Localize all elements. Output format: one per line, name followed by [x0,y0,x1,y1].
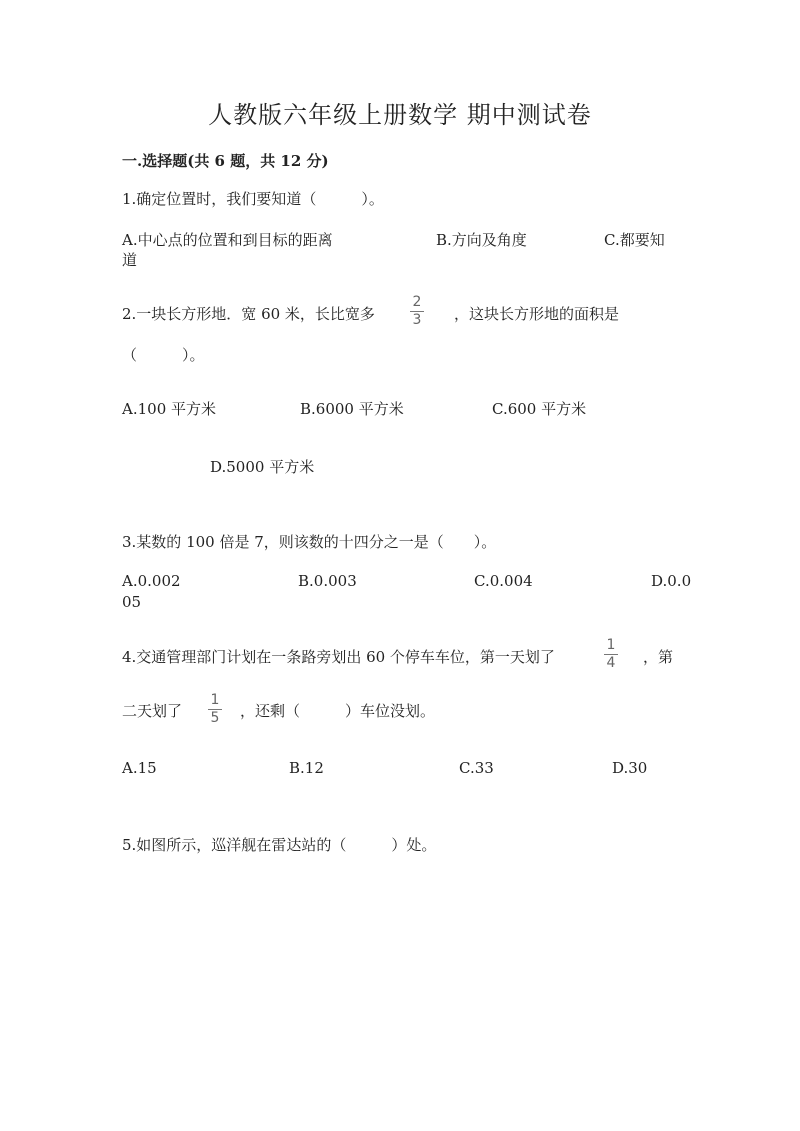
question-3-option-c: C.0.004 [474,572,533,590]
question-1-stem: 1.确定位置时，我们要知道（ ）。 [122,190,384,208]
question-2-option-d: D.5000 平方米 [210,458,315,476]
question-4-stem-part1: 4.交通管理部门计划在一条路旁划出 60 个停车车位，第一天划了 [122,648,555,666]
question-1-option-b: B.方向及角度 [436,231,527,249]
fraction-denominator: 4 [606,655,616,671]
question-4-stem-line2-part1: 二天划了 [122,702,183,720]
fraction-numerator: 2 [412,294,422,310]
question-2-fraction [410,295,424,328]
question-3-option-d-wrap: 05 [122,593,142,611]
question-1-option-c-wrap: 道 [122,251,138,269]
fraction-denominator: 3 [412,312,422,328]
question-2-stem-line2: （ ）。 [122,346,205,364]
question-4-option-a: A.15 [122,759,157,777]
question-2-option-b: B.6000 平方米 [300,400,404,418]
question-3-option-b: B.0.003 [298,572,357,590]
question-2-option-c: C.600 平方米 [492,400,587,418]
fraction-numerator: 1 [210,692,220,708]
fraction-numerator: 1 [606,637,616,653]
question-1-option-c: C.都要知 [604,231,665,249]
question-3-option-a: A.0.002 [122,572,181,590]
question-4-option-d: D.30 [612,759,648,777]
page-title: 人教版六年级上册数学 期中测试卷 [208,101,592,129]
question-2-stem-part2: ，这块长方形地的面积是 [454,305,620,323]
question-2-option-a: A.100 平方米 [122,400,216,418]
question-4-fraction-2 [208,693,222,726]
question-4-option-b: B.12 [289,759,324,777]
question-3-option-d: D.0.0 [651,572,692,590]
question-2-stem-part1: 2.一块长方形地．宽 60 米，长比宽多 [122,305,375,323]
question-4-stem-part2: ，第 [643,648,674,666]
question-5-stem: 5.如图所示，巡洋舰在雷达站的（ ）处。 [122,836,437,854]
question-3-stem: 3.某数的 100 倍是 7，则该数的十四分之一是（ ）。 [122,533,497,551]
question-4-stem-line2-part2: ，还剩（ ）车位没划。 [240,702,436,720]
question-1-option-a: A.中心点的位置和到目标的距离 [122,231,333,249]
question-4-fraction-1 [604,638,618,671]
fraction-denominator: 5 [210,710,220,726]
section-heading: 一.选择题(共 6 题，共 12 分) [122,152,329,170]
question-4-option-c: C.33 [459,759,494,777]
